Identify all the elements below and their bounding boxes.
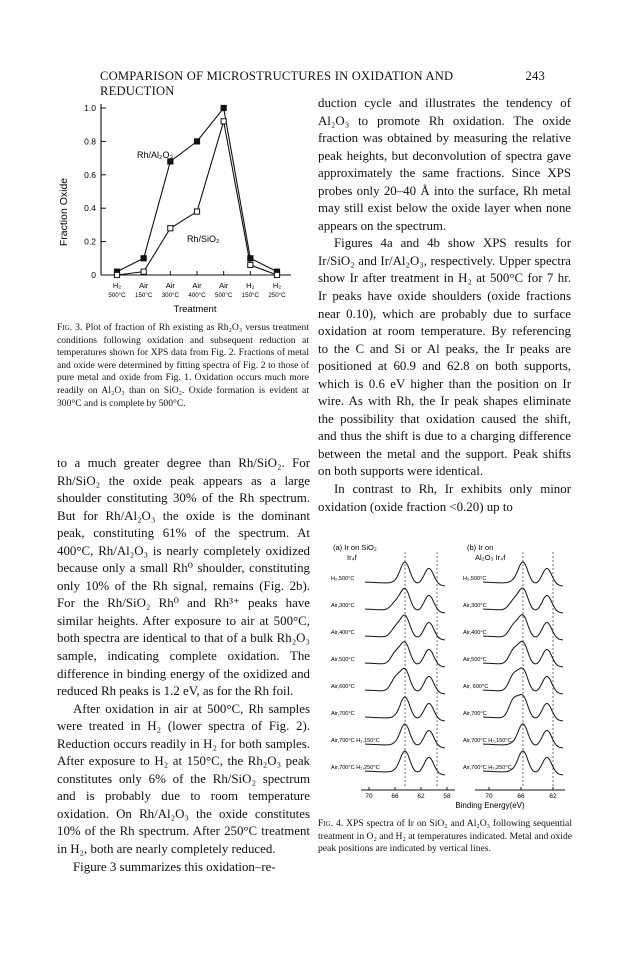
fig3-caption-label: Fig. 3. <box>57 322 83 333</box>
left-paragraph: After oxidation in air at 500°C, Rh samples were treated in H₂ (lower spectra of Fig. 2). Reduction occurs readily in H₂ for both samples. After exposure to H₂ at 150°C, the Rh₂O₃ peak constitutes only 6% of the Rh/SiO₂ spectrum and is probably due to room temperature oxidation. On Rh/Al₂O₃ the oxide constitutes 10% of the Rh spectrum. After 250°C treatment in H₂, both are nearly completely reduced. <box>57 701 310 857</box>
fig3-x-gas-label: Air <box>192 281 202 290</box>
fig3-series-label-sio2: Rh/SiO₂ <box>187 234 220 244</box>
fig4-panel-b-label: Air,700°C <box>463 711 487 717</box>
fig3-x-temp-label: 500°C <box>108 292 126 299</box>
fig4-panel-b-label: Air, 600°C <box>463 684 489 690</box>
fig3-point-rh-sio2 <box>168 226 173 231</box>
fig3-x-gas-label: H₂ <box>272 281 282 290</box>
fig4-x-tick-label: 62 <box>417 793 425 800</box>
right-column-text <box>318 95 571 516</box>
fig3-point-rh-sio2 <box>221 119 226 124</box>
fig3-y-tick-label: 0.2 <box>84 236 96 247</box>
fig3-caption-text: Plot of fraction of Rh existing as Rh₂O₃ versus treatment conditions following oxidation and subsequent reduction at temperatures shown for XPS data from Fig. 2. Fractions of metal and oxide were determined by fitting spectra of Fig. 2 to those of pure metal and oxide from Fig. 1. Oxidation occurs much more readily on Al₂O₃ than on SiO₂. Oxide formation is evident at 300°C and is complete by 500°C. <box>57 322 309 409</box>
right-paragraph: duction cycle and illustrates the tendency of Al₂O₃ to promote Rh oxidation. The oxide fraction was obtained by measuring the relative peak heights, but deconvolution of spectra gave approximately the same fractions. Since XPS probes only 20–40 Å into the surface, Rh metal may still exist below the oxide layer when none appears on the spectrum. <box>318 96 571 233</box>
fig3-point-rh-sio2 <box>114 272 119 277</box>
left-column-text <box>57 455 310 876</box>
fig3-caption <box>57 322 309 410</box>
fig4-panel-b-label: Air,300°C <box>463 603 487 609</box>
left-paragraph: Figure 3 summarizes this oxidation–re- <box>73 859 276 874</box>
fig4-x-tick-label: 70 <box>485 793 493 800</box>
right-paragraph: Figures 4a and 4b show XPS results for Ir/SiO₂ and Ir/Al₂O₃, respectively. Upper spectra show Ir after treatment in H₂ at 500°C for 7 hr. Ir peaks have oxide shoulders (oxide fractions near 0.10), which are probably due to surface oxidation at room temperature. By referencing to the C and Si or Al peaks, the Ir peaks are positioned at 60.9 and 62.8 on both supports, which is 0.6 eV higher than the position on Ir wire. As with Rh, the Ir peak shapes eliminate the possibility that oxidation caused the shift, and thus the shift is due to a charging difference between the metal and the support. Peak shifts on both supports were identical. <box>318 236 571 479</box>
fig4-panel-b-label: Air,400°C <box>463 630 487 636</box>
fig3-x-temp-label: 150°C <box>241 292 259 299</box>
fig4-caption-label: Fig. 4. <box>318 818 344 829</box>
fig3-x-gas-label: Air <box>165 281 175 290</box>
fig4-x-axis <box>361 787 565 800</box>
fig4-panel-a-label: Air,400°C <box>331 630 355 636</box>
fig4-x-tick-label: 66 <box>391 793 399 800</box>
fig4-x-tick-label: 58 <box>443 793 451 800</box>
fig4-panel-b-title: (b) Ir on <box>467 543 494 552</box>
fig4-spectrum-b <box>483 751 563 775</box>
fig4-panel-a-label: Air,500°C <box>331 657 355 663</box>
fig3-point-rh-sio2 <box>194 209 199 214</box>
fig3-axes <box>101 104 291 275</box>
running-title: COMPARISON OF MICROSTRUCTURES IN OXIDATION AND REDUCTION <box>100 69 454 98</box>
fig3-x-gas-label: Air <box>219 281 229 290</box>
fig3-x-gas-label: Air <box>139 281 149 290</box>
right-paragraph: In contrast to Rh, Ir exhibits only minor oxidation (oxide fraction <0.20) up to <box>318 482 571 514</box>
fig3-y-tick-label: 0.4 <box>84 203 96 214</box>
fig3-x-temp-label: 400°C <box>188 292 206 299</box>
fig3-y-tick-label: 0.6 <box>84 169 96 180</box>
fig3-point-rh-sio2 <box>274 272 279 277</box>
fig3-x-temp-label: 300°C <box>161 292 179 299</box>
fig4-panel-a-label: Air,600°C <box>331 684 355 690</box>
fig4-panel-a-title: (a) Ir on SiO₂ <box>333 543 377 552</box>
fig4-panel-b-label: Air,700°C H₂,150°C <box>463 738 512 744</box>
fig3-x-labels <box>108 281 286 299</box>
fig3-x-temp-label: 150°C <box>135 292 153 299</box>
fig4-spectrum-a <box>365 751 445 775</box>
fig3-y-tick-label: 0 <box>91 270 96 280</box>
fig4-panel-b-label: H₂,500°C <box>463 576 487 582</box>
fig4-panel-a-label: Air,700°C <box>331 711 355 717</box>
fig4-panel-b-sub: Al₂O₃ Ir₄f <box>475 553 506 562</box>
fig4-panel-a-label: H₂,500°C <box>331 576 355 582</box>
fig4-panel-b-label: Air,500°C <box>463 657 487 663</box>
fig3-x-temp-label: 500°C <box>215 292 233 299</box>
figure-3-chart <box>55 90 305 320</box>
fig4-caption-text: XPS spectra of Ir on SiO₂ and Al₂O₃ following sequential treatment in O₂ and H₂ at temperatures indicated. Metal and oxide peak positions are indicated by vertical lines. <box>318 818 572 855</box>
fig3-point-rh-sio2 <box>248 262 253 267</box>
fig3-xlabel: Treatment <box>173 304 217 315</box>
fig3-x-gas-label: H₂ <box>112 281 122 290</box>
fig4-panel-a-label: Air,700°C H₂,150°C <box>331 738 380 744</box>
fig3-line-rh-al2o3 <box>117 108 277 272</box>
page-number: 243 <box>525 69 545 83</box>
fig3-y-tick-label: 1.0 <box>84 103 96 113</box>
fig4-panel-b-label: Air,700°C H₂,250°C <box>463 765 512 771</box>
fig4-x-tick-label: 62 <box>549 793 557 800</box>
fig4-spectra <box>365 552 563 788</box>
fig3-point-rh-al2o3 <box>141 256 146 261</box>
fig4-panel-a-sub: Ir₄f <box>347 553 357 562</box>
fig4-xlabel: Binding Energy(eV) <box>455 801 525 810</box>
fig3-series <box>114 105 279 277</box>
fig4-panel-a-label: Air,300°C <box>331 603 355 609</box>
fig3-ylabel: Fraction Oxide <box>58 177 70 247</box>
fig3-x-temp-label: 250°C <box>268 292 286 299</box>
fig3-point-rh-sio2 <box>141 269 146 274</box>
figure-4-chart <box>325 538 570 813</box>
fig3-x-gas-label: H₂ <box>246 281 255 290</box>
fig4-x-tick-label: 70 <box>365 793 373 800</box>
fig4-panel-a-label: Air,700°C H₂,250°C <box>331 765 380 771</box>
fig4-caption <box>318 818 572 856</box>
left-paragraph: to a much greater degree than Rh/SiO₂. For Rh/SiO₂ the oxide peak appears as a large shoulder constituting 30% of the Rh spectrum. But for Rh/Al₂O₃ the oxide is the dominant peak, constituting 61% of the spectrum. At 400°C, Rh/Al₂O₃ is nearly completely oxidized because only a small Rh⁰ shoulder, constituting only 10% of the Rh signal, remains (Fig. 2b). For the Rh/SiO₂ Rh⁰ and Rh³⁺ peaks have similar heights. After exposure to air at 500°C, both spectra are identical to that of a bulk Rh₂O₃ sample, indicating complete oxidation. The difference in binding energy of the oxidized and reduced Rh peaks is 1.2 eV, as for the Rh foil. <box>57 456 310 699</box>
fig3-point-rh-al2o3 <box>221 105 226 110</box>
fig3-series-label-al2o3: Rh/Al₂O₃ <box>137 150 174 160</box>
fig3-point-rh-al2o3 <box>194 139 199 144</box>
fig3-y-tick-label: 0.8 <box>84 136 96 147</box>
fig4-x-tick-label: 66 <box>517 793 525 800</box>
